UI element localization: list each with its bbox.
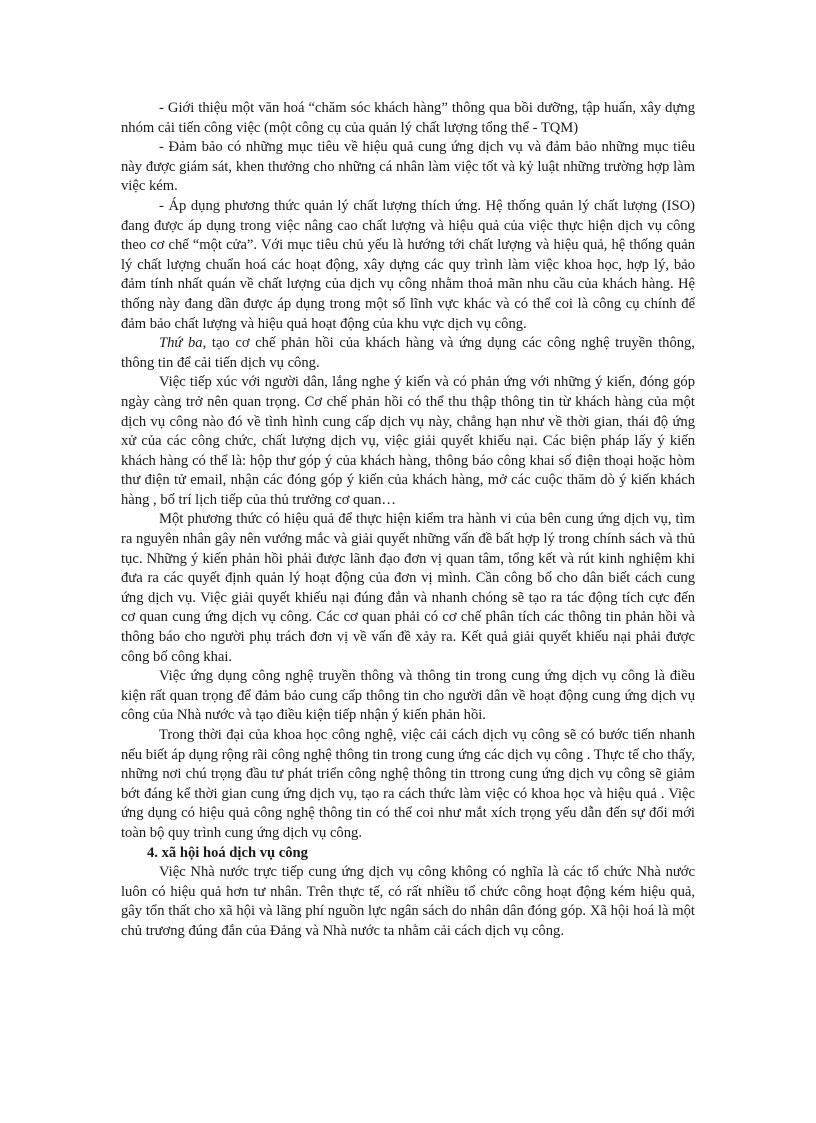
paragraph-third-point	[121, 334, 695, 373]
paragraph-technology-era: Trong thời đại của khoa học công nghệ, việc cải cách dịch vụ công sẽ có bước tiến nhanh nếu biết áp dụng rộng rãi công nghệ thông tin trong cung ứng các dịch vụ công . Thực tế cho thấy, những nơi chú trọng đầu tư phát triển công nghệ thông tin ttrong cung ứng dịch vụ công sẽ giảm bớt đáng kể thời gian cung ứng dịch vụ, tạo ra cách thức làm việc có khoa học và hiệu quả . Việc ứng dụng có hiệu quả công nghệ thông tin có thể coi như mắt xích trọng yếu dẫn đến sự đổi mới toàn bộ quy trình cung ứng dịch vụ công.	[121, 727, 695, 841]
paragraph-citizen-feedback: Việc tiếp xúc với người dân, lắng nghe ý kiến và có phản ứng với những ý kiến, đóng góp ngày càng trở nên quan trọng. Cơ chế phản hồi có thể thu thập thông tin từ khách hàng của một dịch vụ công nào đó về tình hình cung cấp dịch vụ này, chẳng hạn như về thời gian, thái độ ứng xử của các công chức, chất lượng dịch vụ, việc giải quyết khiếu nại. Các biện pháp lấy ý kiến khách hàng có thể là: hộp thư góp ý của khách hàng, thông báo công khai số điện thoại hoặc hòm thư điện tử email, nhận các đóng góp ý kiến của khách hàng, mở các cuộc thăm dò ý kiến khách hàng , bố trí lịch tiếp của thủ trưởng cơ quan…	[121, 374, 695, 508]
paragraph-third-point-text: , tạo cơ chế phản hồi của khách hàng và ứng dụng các công nghệ truyền thông, thông tin để cải tiến dịch vụ công.	[121, 335, 695, 371]
paragraph-tqm-culture: - Giới thiệu một văn hoá “chăm sóc khách hàng” thông qua bồi dưỡng, tập huấn, xây dựng nhóm cải tiến công việc (một công cụ của quản lý chất lượng tổng thể - TQM)	[121, 100, 695, 136]
paragraph-quality-management: - Áp dụng phương thức quản lý chất lượng thích ứng. Hệ thống quản lý chất lượng (ISO) đang được áp dụng trong việc nâng cao chất lượng và hiệu quả của việc thực hiện dịch vụ công theo cơ chế “một cửa”. Với mục tiêu chủ yếu là hướng tới chất lượng và hiệu quả, hệ thống quản lý chất lượng chuẩn hoá các hoạt động, xây dựng các quy trình làm việc khoa học, hợp lý, bảo đảm tính nhất quán về chất lượng của dịch vụ công nhằm thoả mãn nhu cầu của khách hàng. Hệ thống này đang dần được áp dụng trong một số lĩnh vực khác và có thể coi là công cụ chính để đảm bảo chất lượng và hiệu quả hoạt động của khu vực dịch vụ công.	[121, 197, 695, 332]
section-heading: 4. xã hội hoá dịch vụ công	[147, 844, 308, 861]
paragraph-inspection-method: Một phương thức có hiệu quả để thực hiện kiểm tra hành vi của bên cung ứng dịch vụ, tìm ra nguyên nhân gây nên vướng mắc và giải quyết những vấn đề bất hợp lý trong chính sách và thủ tục. Những ý kiến phản hồi phải được lãnh đạo đơn vị quan tâm, tổng kết và rút kinh nghiệm khi đưa ra các quyết định quản lý hoạt động của đơn vị mình. Cần công bố cho dân biết cách cung ứng dịch vụ. Việc giải quyết khiếu nại đúng đắn và nhanh chóng sẽ tạo ra tác động tích cực đến cơ quan cung ứng dịch vụ công. Các cơ quan phải có cơ chế phân tích các thông tin phản hồi và thông báo cho người phụ trách đơn vị về vấn đề xảy ra. Kết quả giải quyết khiếu nại phải được công bố công khai.	[121, 511, 695, 665]
document-body	[121, 99, 695, 942]
paragraph-ict-application: Việc ứng dụng công nghệ truyền thông và thông tin trong cung ứng dịch vụ công là điều kiện rất quan trọng để đảm bảo cung cấp thông tin cho người dân về hoạt động cung ứng dịch vụ công của Nhà nước và tạo điều kiện tiếp nhận ý kiến phản hồi.	[121, 668, 695, 724]
paragraph-socialization: Việc Nhà nước trực tiếp cung ứng dịch vụ công không có nghĩa là các tổ chức Nhà nước luôn có hiệu quả hơn tư nhân. Trên thực tế, có rất nhiều tổ chức công hoạt động kém hiệu quả, gây tổn thất cho xã hội và lãng phí nguồn lực ngân sách do nhân dân đóng góp. Xã hội hoá là một chủ trương đúng đắn của Đảng và Nhà nước ta nhằm cải cách dịch vụ công.	[121, 864, 695, 939]
paragraph-lead-italic: Thứ ba	[159, 335, 203, 352]
paragraph-service-goals: - Đảm bảo có những mục tiêu về hiệu quả cung ứng dịch vụ và đảm bảo những mục tiêu này được giám sát, khen thưởng cho những cá nhân làm việc tốt và kỷ luật những trường hợp làm việc kém.	[121, 139, 695, 195]
